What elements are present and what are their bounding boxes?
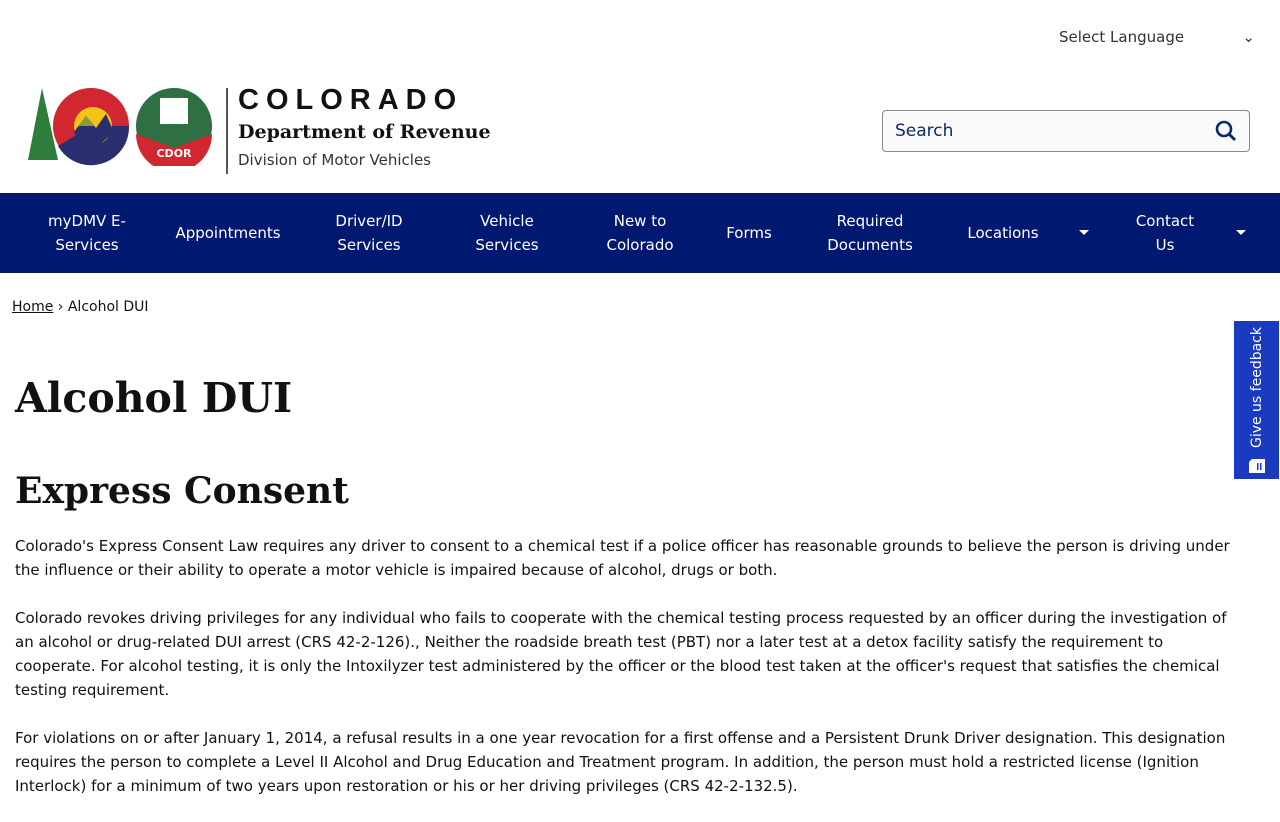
feedback-button[interactable] [1234,321,1279,479]
brand-colorado: COLORADO [238,84,464,116]
content-body [15,534,1245,822]
svg-text:CDOR: CDOR [156,147,192,160]
chevron-down-icon: ⌄ [1242,28,1255,46]
logo-icon [28,86,218,166]
language-select[interactable] [1059,28,1255,46]
main-nav [0,193,1280,273]
brand-department: Department of Revenue [238,121,491,143]
nav-vehicle[interactable]: Vehicle Services [475,212,539,254]
breadcrumb-separator: › [57,299,64,315]
language-label: Select Language [1059,28,1185,46]
page-title: Alcohol DUI [15,374,293,422]
nav-contact-us[interactable]: Contact Us [1135,212,1195,254]
paragraph: For violations on or after January 1, 2014, a refusal results in a one year revocation for a first offense and a Persistent Drunk Driver designation. This designation requires the person to complete a Level II Alcohol and Drug Education and Treatment program. In addition, the person must hold a restricted license (Ignition Interlock) for a minimum of two years upon restoration or his or her driving privileges (CRS 42-2-132.5). [15,729,1226,795]
breadcrumb-current: Alcohol DUI [67,299,149,315]
nav-forms[interactable]: Forms [726,224,772,242]
breadcrumb-home[interactable]: Home [12,299,54,315]
search-input[interactable] [895,121,1195,141]
nav-appointments[interactable]: Appointments [175,224,281,242]
chevron-down-icon[interactable] [1079,230,1089,235]
nav-driver-id[interactable]: Driver/ID Services [335,212,403,254]
chevron-down-icon[interactable] [1236,230,1246,235]
nav-mydmv[interactable]: myDMV E- Services [48,212,126,254]
colorado-logo[interactable] [28,86,218,166]
nav-locations[interactable]: Locations [967,224,1039,242]
nav-new-to-colorado[interactable]: New to Colorado [606,212,674,254]
logo-divider [226,88,228,174]
brand-text [238,84,491,169]
brand-division: Division of Motor Vehicles [238,151,431,169]
search-icon[interactable] [1215,120,1237,142]
feedback-label: Give us feedback [1248,327,1265,449]
breadcrumb [12,299,149,315]
feedback-icon [1249,459,1265,473]
paragraph: Colorado's Express Consent Law requires any driver to consent to a chemical test if a police officer has reasonable grounds to believe the person is driving under the influence or their ability to operate a motor vehicle is impaired because of alcohol, drugs or both. [15,537,1230,579]
paragraph: Colorado revokes driving privileges for any individual who fails to cooperate with the chemical testing process requested by an officer during the investigation of an alcohol or drug-related DUI arrest (CRS 42-2-126)., Neither the roadside breath test (PBT) nor a later test at a detox facility satisfy the requirement to cooperate. For alcohol testing, it is only the Intoxilyzer test administered by the officer or the blood test taken at the officer's request that satisfies the chemical testing requirement. [15,609,1227,699]
nav-required-documents[interactable]: Required Documents [827,212,913,254]
section-title: Express Consent [15,470,349,512]
search-box [882,110,1250,152]
